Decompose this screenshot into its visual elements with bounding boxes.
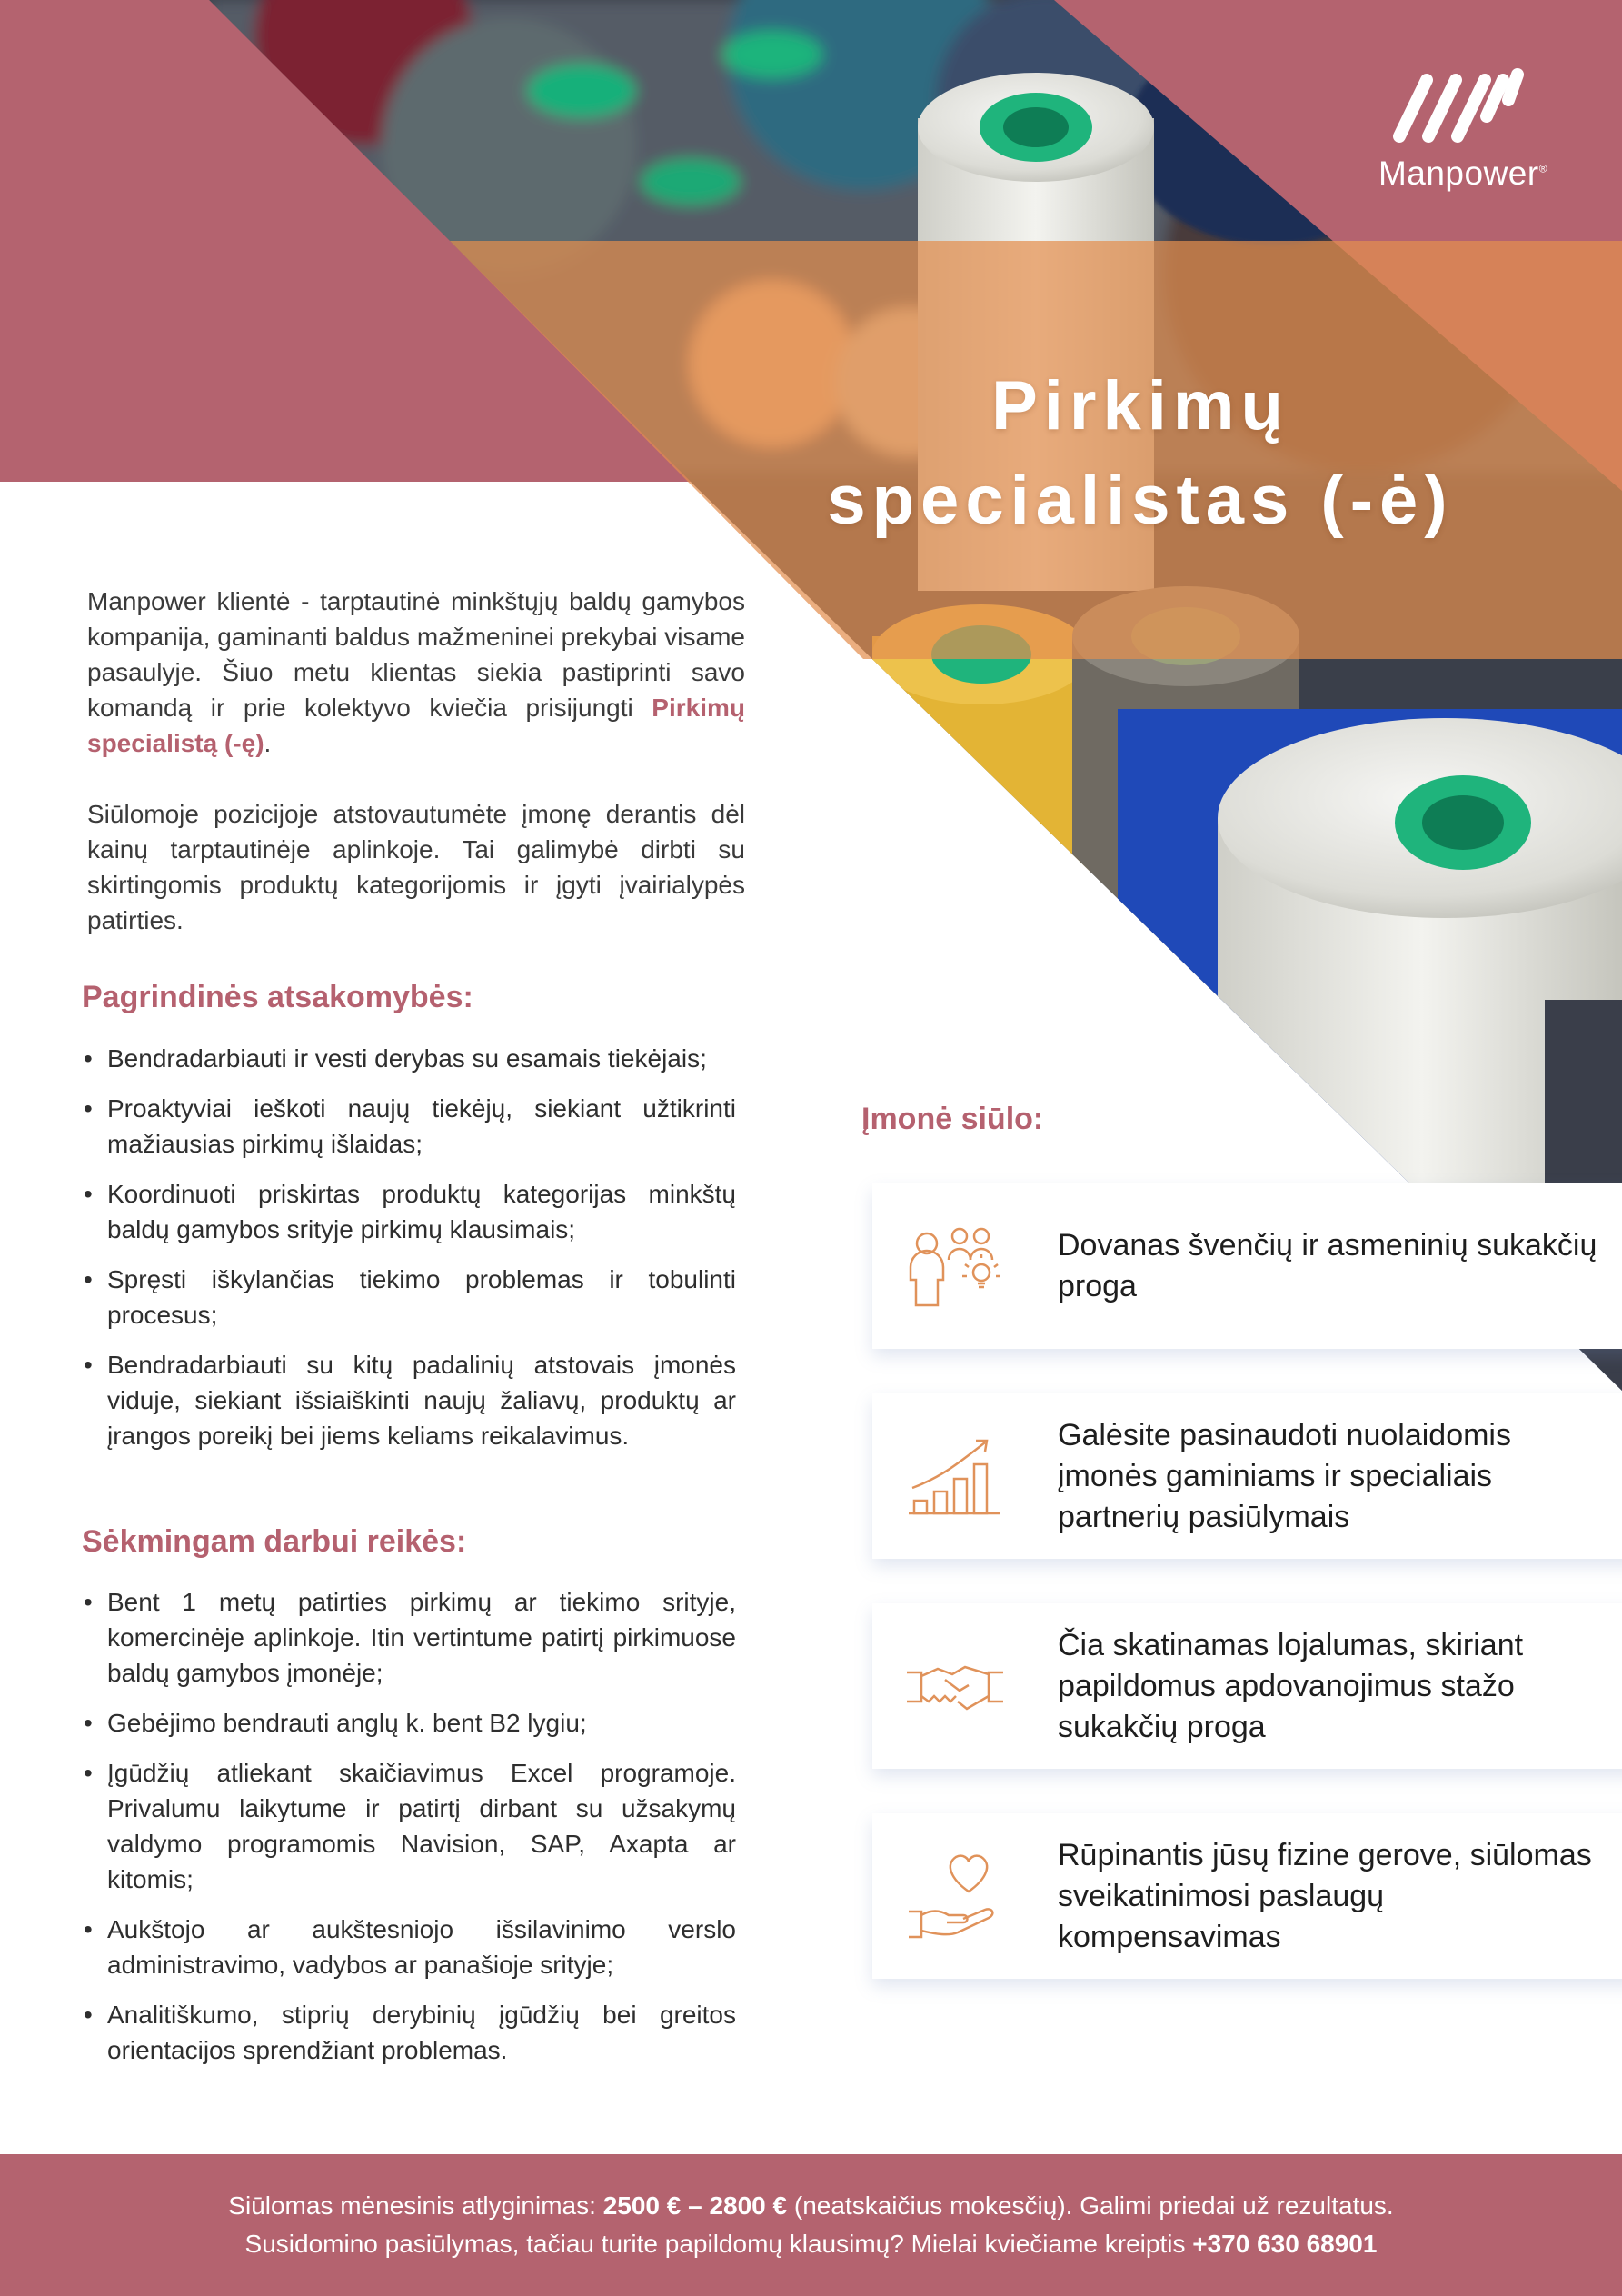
offer-card xyxy=(872,1183,1622,1349)
requirements-title: Sėkmingam darbui reikės: xyxy=(82,1524,467,1559)
requirements-list xyxy=(82,1584,736,2068)
position-highlight: Pirkimų specialistą (-ę) xyxy=(87,694,745,757)
offer-card xyxy=(872,1393,1622,1559)
list-item: • Aukštojo ar aukštesniojo išsilavinimo verslo administravimo, vadybos ar panašioje srityje; xyxy=(82,1912,736,1982)
handshake-icon xyxy=(905,1636,1005,1736)
job-title xyxy=(781,359,1499,548)
intro-paragraph-2: Siūlomoje pozicijoje atstovautumėte įmonę derantis dėl kainų tarptautinėje aplinkoje. Tai galimybė dirbti su skirtingomis produktų kategorijomis ir įgyti įvairialypės patirties. xyxy=(87,800,745,934)
salary-range: 2500 € – 2800 € xyxy=(602,2191,788,2220)
footer-contact-line: Susidomino pasiūlymas, tačiau turite papildomų klausimų? Mielai kviečiame kreiptis +370 630 68901 xyxy=(244,2230,1378,2258)
list-item: • Bent 1 metų patirties pirkimų ar tiekimo srityje, komercinėje aplinkoje. Itin vertintume patirtį pirkimuose baldų gamybos įmonėje; xyxy=(82,1584,736,1691)
list-item: • Gebėjimo bendrauti anglų k. bent B2 lygiu; xyxy=(82,1705,736,1741)
footer-salary-line: Siūlomas mėnesinis atlyginimas: 2500 € – 2800 € (neatskaičius mokesčių). Galimi priedai už rezultatus. xyxy=(228,2191,1394,2220)
offer-text: Dovanas švenčių ir asmeninių sukakčių proga xyxy=(1058,1228,1597,1303)
intro-text xyxy=(87,584,745,938)
manpower-stripes-icon xyxy=(1390,64,1536,145)
offer-text: Čia skatinamas lojalumas, skiriant papildomus apdovanojimus stažo sukakčių proga xyxy=(1058,1627,1524,1744)
offer-card xyxy=(872,1813,1622,1979)
offer-text: Rūpinantis jūsų fizine gerove, siūlomas sveikatinimosi paslaugų kompensavimas xyxy=(1058,1837,1592,1954)
footer xyxy=(0,2154,1622,2296)
intro-paragraph-1: Manpower klientė - tarptautinė minkštųjų baldų gamybos kompanija, gaminanti baldus mažmeninei prekybai visame pasaulyje. Šiuo metu klientas siekia pastiprinti savo komandą ir prie kolektyvo kviečia prisijungti Pirkimų specialistą (-ę). xyxy=(87,587,745,757)
growth-chart-icon xyxy=(905,1426,1005,1526)
contact-phone[interactable]: +370 630 68901 xyxy=(1192,2230,1378,2258)
team-people-icon xyxy=(905,1216,1005,1316)
list-item: • Bendradarbiauti ir vesti derybas su esamais tiekėjais; xyxy=(82,1041,736,1076)
list-item: • Koordinuoti priskirtas produktų kategorijas minkštų baldų gamybos srityje pirkimų klausimais; xyxy=(82,1176,736,1247)
list-item: • Spręsti iškylančias tiekimo problemas ir tobulinti procesus; xyxy=(82,1262,736,1333)
list-item: • Proaktyviai ieškoti naujų tiekėjų, siekiant užtikrinti mažiausias pirkimų išlaidas; xyxy=(82,1091,736,1162)
job-title-line2: specialistas (-ė) xyxy=(827,462,1454,539)
list-item: • Analitiškumo, stiprių derybinių įgūdžių bei greitos orientacijos sprendžiant problemas. xyxy=(82,1997,736,2068)
responsibilities-title: Pagrindinės atsakomybės: xyxy=(82,980,473,1014)
offer-card xyxy=(872,1603,1622,1769)
list-item: • Įgūdžių atliekant skaičiavimus Excel programoje. Privalumu laikytume ir patirtį dirbant su užsakymų valdymo programomis Navision, SAP, Axapta ar kitomis; xyxy=(82,1755,736,1897)
heart-hand-icon xyxy=(905,1846,1005,1946)
manpower-logo xyxy=(1372,64,1554,193)
job-title-line1: Pirkimų xyxy=(991,367,1289,444)
brand-name: Manpower® xyxy=(1378,155,1548,192)
offer-text: Galėsite pasinaudoti nuolaidomis įmonės gaminiams ir specialiais partnerių pasiūlymais xyxy=(1058,1417,1511,1534)
responsibilities-list xyxy=(82,1041,736,1453)
offers-title: Įmonė siūlo: xyxy=(861,1102,1044,1136)
list-item: • Bendradarbiauti su kitų padalinių atstovais įmonės viduje, siekiant išsiaiškinti naujų žaliavų, produktų ar įrangos poreikį bei jiems keliams reikalavimus. xyxy=(82,1347,736,1453)
